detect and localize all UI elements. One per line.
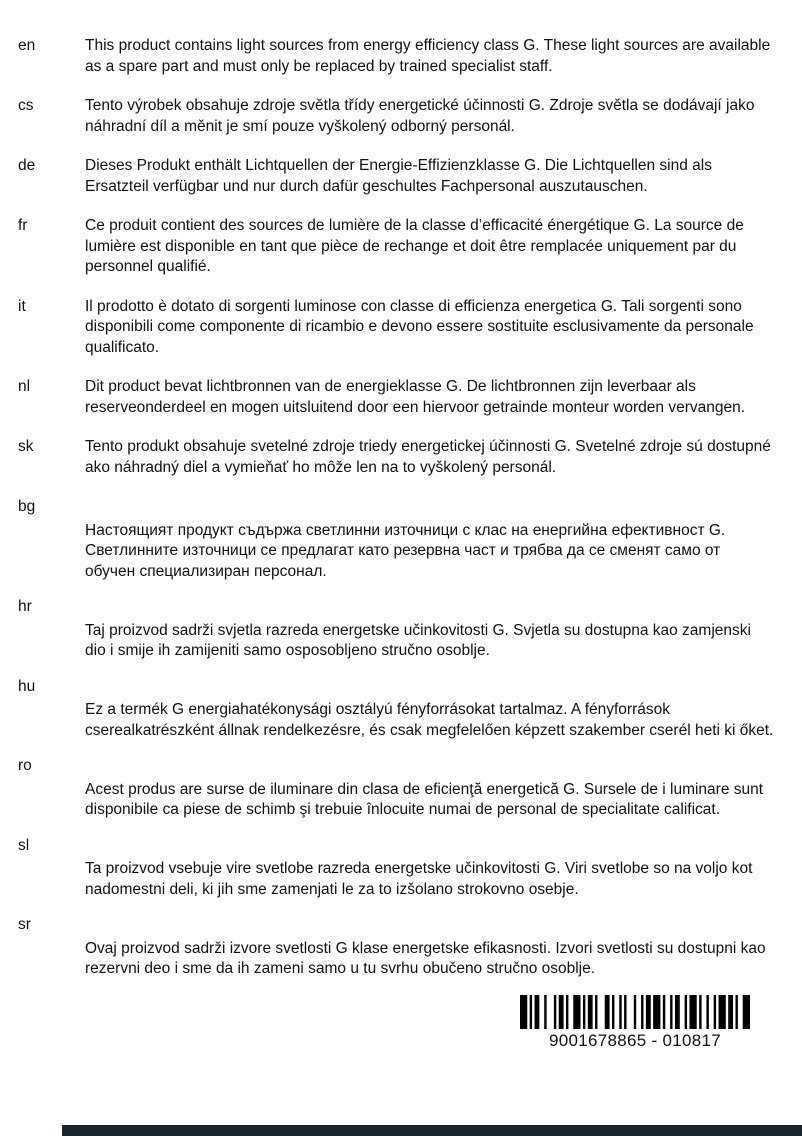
language-entry [18, 437, 774, 478]
barcode-number: 9001678865 - 010817 [548, 1030, 722, 1050]
language-code-it: it [18, 297, 26, 315]
language-entry [18, 96, 774, 137]
language-text-cs: Tento výrobek obsahuje zdroje světla třídy energetické účinnosti G. Zdroje světla se dodávají jako náhradní díl a měnit je smí pouze vyškolený odborný personál. [85, 97, 755, 135]
language-entry [18, 677, 774, 742]
language-entry [18, 216, 774, 278]
language-text-nl: Dit product bevat lichtbronnen van de energieklasse G. De lichtbronnen zijn leverbaar als reserveonderdeel en mogen uitsluitend door een hiervoor getrainde monteur worden vervangen. [85, 378, 746, 416]
language-text-sk: Tento produkt obsahuje svetelné zdroje triedy energetickej účinnosti G. Svetelné zdroje sú dostupné ako náhradný diel a vymieňať ho môže len na to vyškolený personál. [85, 438, 771, 476]
language-code-sr: sr [18, 916, 31, 933]
language-entry [18, 836, 774, 901]
language-entry [18, 756, 774, 821]
language-text-hu: Ez a termék G energiahatékonysági osztályú fényforrásokat tartalmaz. A fényforrások cserealkatrészként állnak rendelkezésre, és csak megfelelően képzett szakember cserél heti ki őket. [85, 701, 774, 739]
language-text-de: Dieses Produkt enthält Lichtquellen der Energie-Effizienzklasse G. Die Lichtquellen sind als Ersatzteil verfügbar und nur durch dafür geschultes Fachpersonal auszutauschen. [85, 157, 712, 195]
language-entry [18, 915, 774, 980]
language-text-en: This product contains light sources from energy efficiency class G. These light sources are available as a spare part and must only be replaced by trained specialist staff. [85, 37, 771, 75]
language-text-ro: Acest produs are surse de iluminare din clasa de eficienţă energetică G. Sursele de i luminare sunt disponibile ca piese de schimb şi trebuie înlocuite numai de personal de specialitate calificat. [85, 780, 764, 818]
language-code-en: en [18, 37, 36, 54]
language-text-bg: Настоящият продукт съдържа светлинни източници с клас на енергийна ефективност G. Светлинните източници се предлагат като резервна част и трябва да се сменят само от обучен специализиран персонал. [85, 521, 726, 580]
footer-bar [62, 1125, 802, 1136]
language-text-hr: Taj proizvod sadrži svjetla razreda energetske učinkovitosti G. Svjetla su dostupna kao zamjenski dio i smije ih zamijeniti samo osposobljeno stručno osoblje. [85, 621, 751, 659]
language-text-sl: Ta proizvod vsebuje vire svetlobe razreda energetske učinkovitosti G. Viri svetlobe so na voljo kot nadomestni deli, ki jih sme zamenjati le za to izšolano strokovno osebje. [85, 860, 753, 898]
language-entry [18, 497, 774, 582]
language-text-sr: Ovaj proizvod sadrži izvore svetlosti G klase energetske efikasnosti. Izvori svetlosti su dostupni kao rezervni deo i sme da ih zameni samo u tu svrhu obučeno stručno osoblje. [85, 939, 766, 977]
language-code-cs: cs [18, 97, 34, 114]
language-code-nl: nl [18, 378, 31, 395]
language-code-sl: sl [18, 836, 30, 854]
language-code-hr: hr [18, 598, 32, 615]
language-code-ro: ro [18, 757, 32, 774]
language-code-hu: hu [18, 677, 36, 695]
language-entry [18, 377, 774, 418]
language-text-fr: Ce produit contient des sources de lumière de la classe d’efficacité énergétique G. La source de lumière est disponible en tant que pièce de rechange et doit être remplacée uniquement par du personnel qualifié. [85, 217, 744, 275]
language-code-bg: bg [18, 498, 36, 515]
language-entry [18, 156, 774, 197]
language-code-fr: fr [18, 217, 28, 234]
language-code-sk: sk [18, 438, 34, 455]
language-entry [18, 36, 774, 77]
barcode-block [520, 995, 750, 1051]
barcode [520, 995, 750, 1029]
language-entry [18, 297, 774, 359]
language-text-it: Il prodotto è dotato di sorgenti luminose con classe di efficienza energetica G. Tali sorgenti sono disponibili come componente di ricambio e devono essere sostituite esclusivamente da personale qualificato. [85, 297, 754, 356]
language-code-de: de [18, 157, 36, 174]
language-entry [18, 597, 774, 662]
